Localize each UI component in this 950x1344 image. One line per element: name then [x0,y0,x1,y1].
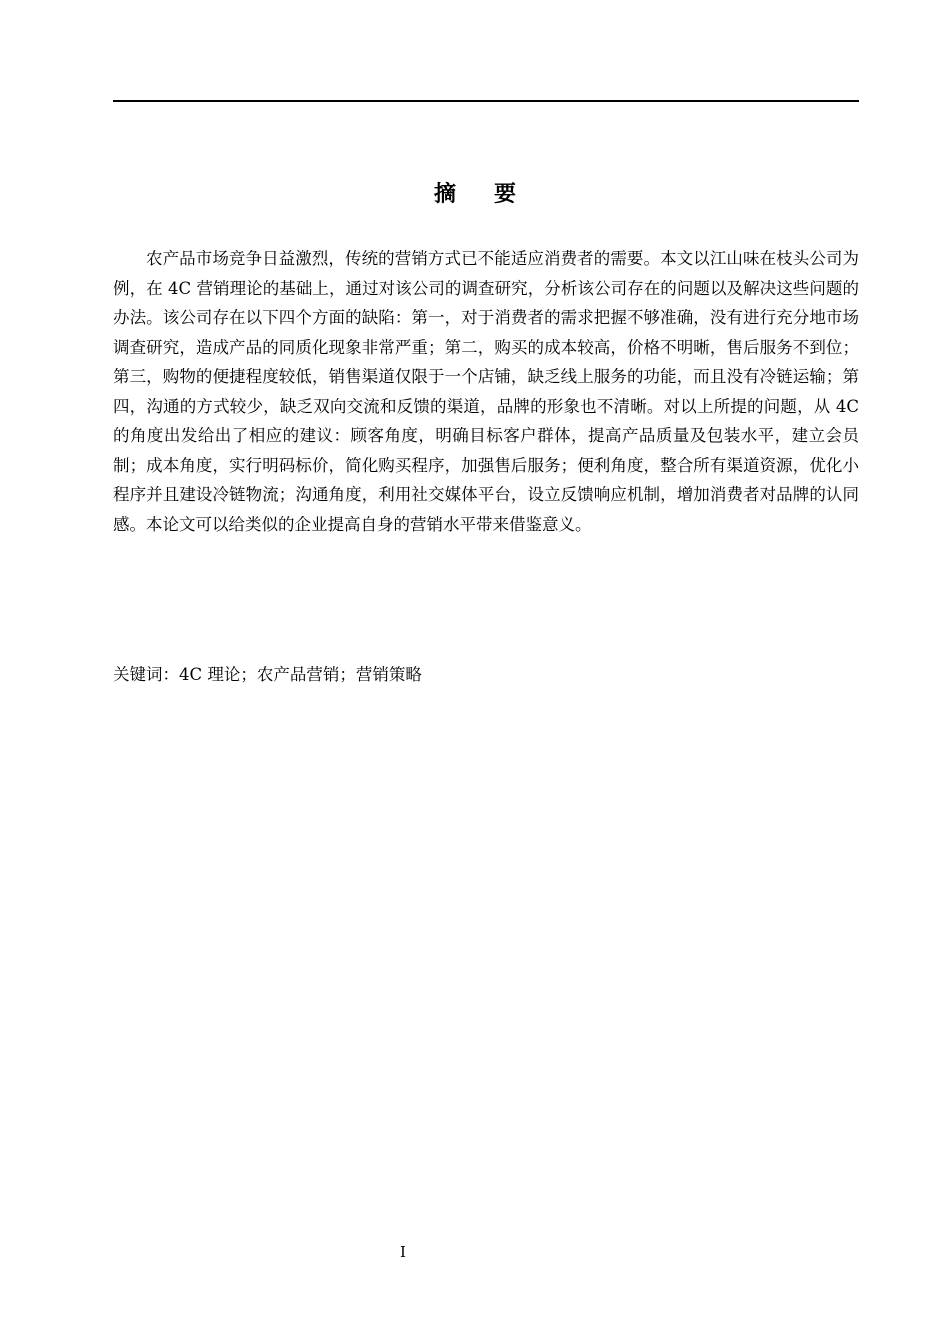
abstract-title-left: 摘 [433,182,456,207]
keywords-label: 关键词： [113,665,179,684]
header-rule [113,100,859,102]
keywords [113,660,859,689]
abstract-body: 农产品市场竞争日益激烈，传统的营销方式已不能适应消费者的需要。本文以江山味在枝头公司为例，在 4C 营销理论的基础上，通过对该公司的调查研究，分析该公司存在的问题以及解决这些问题的办法。该公司存在以下四个方面的缺陷：第一，对于消费者的需求把握不够准确，没有进行充分地市场调查研究，造成产品的同质化现象非常严重；第二，购买的成本较高，价格不明晰，售后服务不到位；第三，购物的便捷程度较低，销售渠道仅限于一个店铺，缺乏线上服务的功能，而且没有冷链运输；第四，沟通的方式较少，缺乏双向交流和反馈的渠道，品牌的形象也不清晰。对以上所提的问题，从 4C 的角度出发给出了相应的建议：顾客角度，明确目标客户群体，提高产品质量及包装水平，建立会员制；成本角度，实行明码标价，简化购买程序，加强售后服务；便利角度，整合所有渠道资源，优化小程序并且建设冷链物流；沟通角度，利用社交媒体平台，设立反馈响应机制，增加消费者对品牌的认同感。本论文可以给类似的企业提高自身的营销水平带来借鉴意义。 [113,249,859,534]
keywords-value: 4C 理论；农产品营销；营销策略 [179,665,422,684]
abstract-title-right: 要 [494,182,517,207]
page-number: I [400,1243,406,1261]
abstract-title [0,180,950,210]
